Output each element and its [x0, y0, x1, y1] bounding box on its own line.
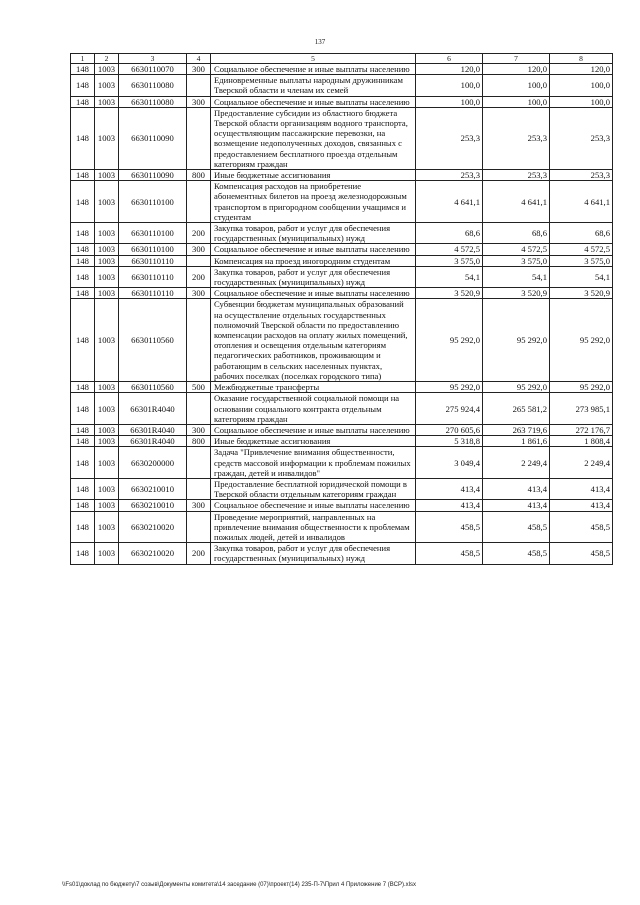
expense-type-code-cell: [187, 299, 211, 382]
table-row: [71, 107, 613, 169]
table-row: [71, 75, 613, 96]
amount-year-1-cell: 54,1: [416, 266, 483, 287]
section-code-cell: 1003: [95, 244, 119, 255]
file-path-footer: \\Fs01\доклад по бюджету\7 созыв\Документы комитета\14 заседание (07)\проект(14) 235-П-7\Прил 4 Приложение 7 (ВСР).xlsx: [62, 882, 416, 888]
section-code-cell: 1003: [95, 288, 119, 299]
description-cell: Субвенции бюджетам муниципальных образований на осуществление отдельных государственных полномочий Тверской области по предоставлению компенсации расходов на оплату жилых помещений, отопления и освещения отдельным категориям педагогических работников, проживающим и работающим в сельских населенных пунктах, рабочих поселках (поселках городского типа): [211, 299, 416, 382]
table-row: [71, 288, 613, 299]
description-cell: Закупка товаров, работ и услуг для обеспечения государственных (муниципальных) нужд: [211, 543, 416, 564]
amount-year-1-cell: 95 292,0: [416, 299, 483, 382]
table-row: [71, 511, 613, 543]
expense-type-code-cell: 200: [187, 543, 211, 564]
amount-year-2-cell: 100,0: [483, 75, 550, 96]
amount-year-2-cell: 253,3: [483, 170, 550, 181]
expense-type-code-cell: 300: [187, 288, 211, 299]
table-row: [71, 244, 613, 255]
expense-type-code-cell: [187, 75, 211, 96]
amount-year-2-cell: 95 292,0: [483, 299, 550, 382]
amount-year-1-cell: 413,4: [416, 478, 483, 499]
col-header-4: 4: [187, 54, 211, 64]
section-code-cell: 1003: [95, 393, 119, 425]
amount-year-3-cell: 2 249,4: [550, 447, 613, 479]
expense-type-code-cell: [187, 447, 211, 479]
amount-year-1-cell: 120,0: [416, 64, 483, 75]
page-number: 137: [314, 38, 326, 46]
expense-type-code-cell: [187, 255, 211, 266]
target-article-code-cell: 6630210020: [119, 543, 187, 564]
section-code-cell: 1003: [95, 447, 119, 479]
expense-type-code-cell: [187, 511, 211, 543]
table-row: [71, 223, 613, 244]
amount-year-2-cell: 413,4: [483, 478, 550, 499]
amount-year-2-cell: 2 249,4: [483, 447, 550, 479]
target-article-code-cell: 6630200000: [119, 447, 187, 479]
table-row: [71, 64, 613, 75]
description-cell: Предоставление субсидии из областного бюджета Тверской области организациям водного транспорта, осуществляющим пассажирские перевозки, на возмещение недополученных доходов, связанных с предоставлением бесплатного проезда отдельным категориям граждан: [211, 107, 416, 169]
amount-year-2-cell: 3 520,9: [483, 288, 550, 299]
expense-type-code-cell: [187, 107, 211, 169]
amount-year-3-cell: 253,3: [550, 170, 613, 181]
header-row: [71, 54, 613, 64]
section-code-cell: 1003: [95, 382, 119, 393]
target-article-code-cell: 6630110100: [119, 181, 187, 223]
ministry-code-cell: 148: [71, 511, 95, 543]
expense-type-code-cell: 800: [187, 170, 211, 181]
amount-year-1-cell: 458,5: [416, 511, 483, 543]
amount-year-3-cell: 413,4: [550, 478, 613, 499]
description-cell: Социальное обеспечение и иные выплаты населению: [211, 96, 416, 107]
section-code-cell: 1003: [95, 170, 119, 181]
expense-type-code-cell: 300: [187, 500, 211, 511]
ministry-code-cell: 148: [71, 244, 95, 255]
description-cell: Иные бюджетные ассигнования: [211, 436, 416, 447]
amount-year-2-cell: 3 575,0: [483, 255, 550, 266]
expense-type-code-cell: 800: [187, 436, 211, 447]
amount-year-3-cell: 95 292,0: [550, 299, 613, 382]
amount-year-2-cell: 265 581,2: [483, 393, 550, 425]
amount-year-2-cell: 413,4: [483, 500, 550, 511]
description-cell: Социальное обеспечение и иные выплаты населению: [211, 244, 416, 255]
target-article-code-cell: 6630110090: [119, 107, 187, 169]
ministry-code-cell: 148: [71, 543, 95, 564]
target-article-code-cell: 6630210010: [119, 478, 187, 499]
table-row: [71, 266, 613, 287]
section-code-cell: 1003: [95, 543, 119, 564]
amount-year-3-cell: 54,1: [550, 266, 613, 287]
ministry-code-cell: 148: [71, 436, 95, 447]
section-code-cell: 1003: [95, 181, 119, 223]
description-cell: Иные бюджетные ассигнования: [211, 170, 416, 181]
ministry-code-cell: 148: [71, 393, 95, 425]
amount-year-3-cell: 100,0: [550, 75, 613, 96]
table-row: [71, 393, 613, 425]
target-article-code-cell: 6630110560: [119, 299, 187, 382]
ministry-code-cell: 148: [71, 181, 95, 223]
amount-year-1-cell: 275 924,4: [416, 393, 483, 425]
description-cell: Предоставление бесплатной юридической помощи в Тверской области отдельным категориям граждан: [211, 478, 416, 499]
section-code-cell: 1003: [95, 64, 119, 75]
description-cell: Проведение мероприятий, направленных на привлечение внимания общественности к проблемам пожилых людей, детей и инвалидов: [211, 511, 416, 543]
amount-year-3-cell: 95 292,0: [550, 382, 613, 393]
table-row: [71, 436, 613, 447]
col-header-2: 2: [95, 54, 119, 64]
description-cell: Компенсация на проезд иногородним студентам: [211, 255, 416, 266]
col-header-3: 3: [119, 54, 187, 64]
expense-type-code-cell: 300: [187, 96, 211, 107]
amount-year-1-cell: 3 049,4: [416, 447, 483, 479]
table-row: [71, 478, 613, 499]
target-article-code-cell: 6630110100: [119, 244, 187, 255]
table-row: [71, 255, 613, 266]
target-article-code-cell: 6630110560: [119, 382, 187, 393]
ministry-code-cell: 148: [71, 424, 95, 435]
table-row: [71, 543, 613, 564]
section-code-cell: 1003: [95, 436, 119, 447]
description-cell: Социальное обеспечение и иные выплаты населению: [211, 288, 416, 299]
amount-year-3-cell: 100,0: [550, 96, 613, 107]
amount-year-3-cell: 120,0: [550, 64, 613, 75]
description-cell: Компенсация расходов на приобретение абонементных билетов на проезд железнодорожным транспортом в пригородном сообщении учащимся и студентам: [211, 181, 416, 223]
budget-table: [70, 53, 613, 565]
expense-type-code-cell: 200: [187, 266, 211, 287]
amount-year-1-cell: 100,0: [416, 75, 483, 96]
ministry-code-cell: 148: [71, 500, 95, 511]
section-code-cell: 1003: [95, 75, 119, 96]
ministry-code-cell: 148: [71, 299, 95, 382]
col-header-1: 1: [71, 54, 95, 64]
section-code-cell: 1003: [95, 223, 119, 244]
ministry-code-cell: 148: [71, 223, 95, 244]
ministry-code-cell: 148: [71, 266, 95, 287]
amount-year-2-cell: 95 292,0: [483, 382, 550, 393]
description-cell: Социальное обеспечение и иные выплаты населению: [211, 424, 416, 435]
amount-year-1-cell: 5 318,8: [416, 436, 483, 447]
section-code-cell: 1003: [95, 424, 119, 435]
table-row: [71, 382, 613, 393]
expense-type-code-cell: [187, 393, 211, 425]
col-header-8: 8: [550, 54, 613, 64]
description-cell: Закупка товаров, работ и услуг для обеспечения государственных (муниципальных) нужд: [211, 266, 416, 287]
description-cell: Задача "Привлечение внимания общественности, средств массовой информации к проблемам пожилых граждан, детей и инвалидов": [211, 447, 416, 479]
target-article-code-cell: 6630110100: [119, 223, 187, 244]
amount-year-2-cell: 4 572,5: [483, 244, 550, 255]
ministry-code-cell: 148: [71, 255, 95, 266]
target-article-code-cell: 6630110070: [119, 64, 187, 75]
amount-year-3-cell: 458,5: [550, 511, 613, 543]
target-article-code-cell: 6630110110: [119, 266, 187, 287]
section-code-cell: 1003: [95, 511, 119, 543]
ministry-code-cell: 148: [71, 107, 95, 169]
amount-year-2-cell: 68,6: [483, 223, 550, 244]
ministry-code-cell: 148: [71, 170, 95, 181]
description-cell: Социальное обеспечение и иные выплаты населению: [211, 500, 416, 511]
table-row: [71, 500, 613, 511]
ministry-code-cell: 148: [71, 288, 95, 299]
section-code-cell: 1003: [95, 107, 119, 169]
amount-year-1-cell: 100,0: [416, 96, 483, 107]
description-cell: Закупка товаров, работ и услуг для обеспечения государственных (муниципальных) нужд: [211, 223, 416, 244]
amount-year-3-cell: 4 572,5: [550, 244, 613, 255]
col-header-5: 5: [211, 54, 416, 64]
target-article-code-cell: 66301R4040: [119, 436, 187, 447]
table-row: [71, 170, 613, 181]
amount-year-2-cell: 4 641,1: [483, 181, 550, 223]
amount-year-1-cell: 95 292,0: [416, 382, 483, 393]
table-row: [71, 181, 613, 223]
target-article-code-cell: 6630210020: [119, 511, 187, 543]
ministry-code-cell: 148: [71, 478, 95, 499]
target-article-code-cell: 6630110080: [119, 96, 187, 107]
amount-year-1-cell: 270 605,6: [416, 424, 483, 435]
ministry-code-cell: 148: [71, 96, 95, 107]
table-row: [71, 96, 613, 107]
amount-year-2-cell: 253,3: [483, 107, 550, 169]
target-article-code-cell: 6630110080: [119, 75, 187, 96]
expense-type-code-cell: 300: [187, 64, 211, 75]
description-cell: Единовременные выплаты народным дружинникам Тверской области и членам их семей: [211, 75, 416, 96]
amount-year-3-cell: 273 985,1: [550, 393, 613, 425]
section-code-cell: 1003: [95, 299, 119, 382]
amount-year-2-cell: 458,5: [483, 543, 550, 564]
col-header-6: 6: [416, 54, 483, 64]
amount-year-1-cell: 413,4: [416, 500, 483, 511]
amount-year-3-cell: 3 575,0: [550, 255, 613, 266]
ministry-code-cell: 148: [71, 75, 95, 96]
ministry-code-cell: 148: [71, 64, 95, 75]
amount-year-2-cell: 1 861,6: [483, 436, 550, 447]
target-article-code-cell: 6630110110: [119, 288, 187, 299]
amount-year-3-cell: 272 176,7: [550, 424, 613, 435]
target-article-code-cell: 66301R4040: [119, 424, 187, 435]
col-header-7: 7: [483, 54, 550, 64]
amount-year-3-cell: 68,6: [550, 223, 613, 244]
amount-year-2-cell: 263 719,6: [483, 424, 550, 435]
table-row: [71, 447, 613, 479]
expense-type-code-cell: 500: [187, 382, 211, 393]
expense-type-code-cell: 300: [187, 244, 211, 255]
amount-year-3-cell: 3 520,9: [550, 288, 613, 299]
section-code-cell: 1003: [95, 266, 119, 287]
amount-year-1-cell: 68,6: [416, 223, 483, 244]
target-article-code-cell: 6630110110: [119, 255, 187, 266]
section-code-cell: 1003: [95, 500, 119, 511]
amount-year-1-cell: 3 575,0: [416, 255, 483, 266]
amount-year-1-cell: 4 641,1: [416, 181, 483, 223]
section-code-cell: 1003: [95, 478, 119, 499]
amount-year-3-cell: 413,4: [550, 500, 613, 511]
amount-year-3-cell: 253,3: [550, 107, 613, 169]
target-article-code-cell: 6630110090: [119, 170, 187, 181]
amount-year-1-cell: 3 520,9: [416, 288, 483, 299]
table-row: [71, 424, 613, 435]
ministry-code-cell: 148: [71, 382, 95, 393]
amount-year-3-cell: 458,5: [550, 543, 613, 564]
amount-year-2-cell: 458,5: [483, 511, 550, 543]
table-row: [71, 299, 613, 382]
description-cell: Оказание государственной социальной помощи на основании социального контракта отдельным категориям граждан: [211, 393, 416, 425]
amount-year-2-cell: 120,0: [483, 64, 550, 75]
expense-type-code-cell: 200: [187, 223, 211, 244]
expense-type-code-cell: [187, 478, 211, 499]
section-code-cell: 1003: [95, 255, 119, 266]
amount-year-1-cell: 253,3: [416, 170, 483, 181]
amount-year-2-cell: 100,0: [483, 96, 550, 107]
amount-year-1-cell: 4 572,5: [416, 244, 483, 255]
amount-year-3-cell: 4 641,1: [550, 181, 613, 223]
description-cell: Социальное обеспечение и иные выплаты населению: [211, 64, 416, 75]
target-article-code-cell: 6630210010: [119, 500, 187, 511]
ministry-code-cell: 148: [71, 447, 95, 479]
amount-year-1-cell: 253,3: [416, 107, 483, 169]
expense-type-code-cell: [187, 181, 211, 223]
expense-type-code-cell: 300: [187, 424, 211, 435]
section-code-cell: 1003: [95, 96, 119, 107]
description-cell: Межбюджетные трансферты: [211, 382, 416, 393]
amount-year-3-cell: 1 808,4: [550, 436, 613, 447]
amount-year-1-cell: 458,5: [416, 543, 483, 564]
target-article-code-cell: 66301R4040: [119, 393, 187, 425]
amount-year-2-cell: 54,1: [483, 266, 550, 287]
